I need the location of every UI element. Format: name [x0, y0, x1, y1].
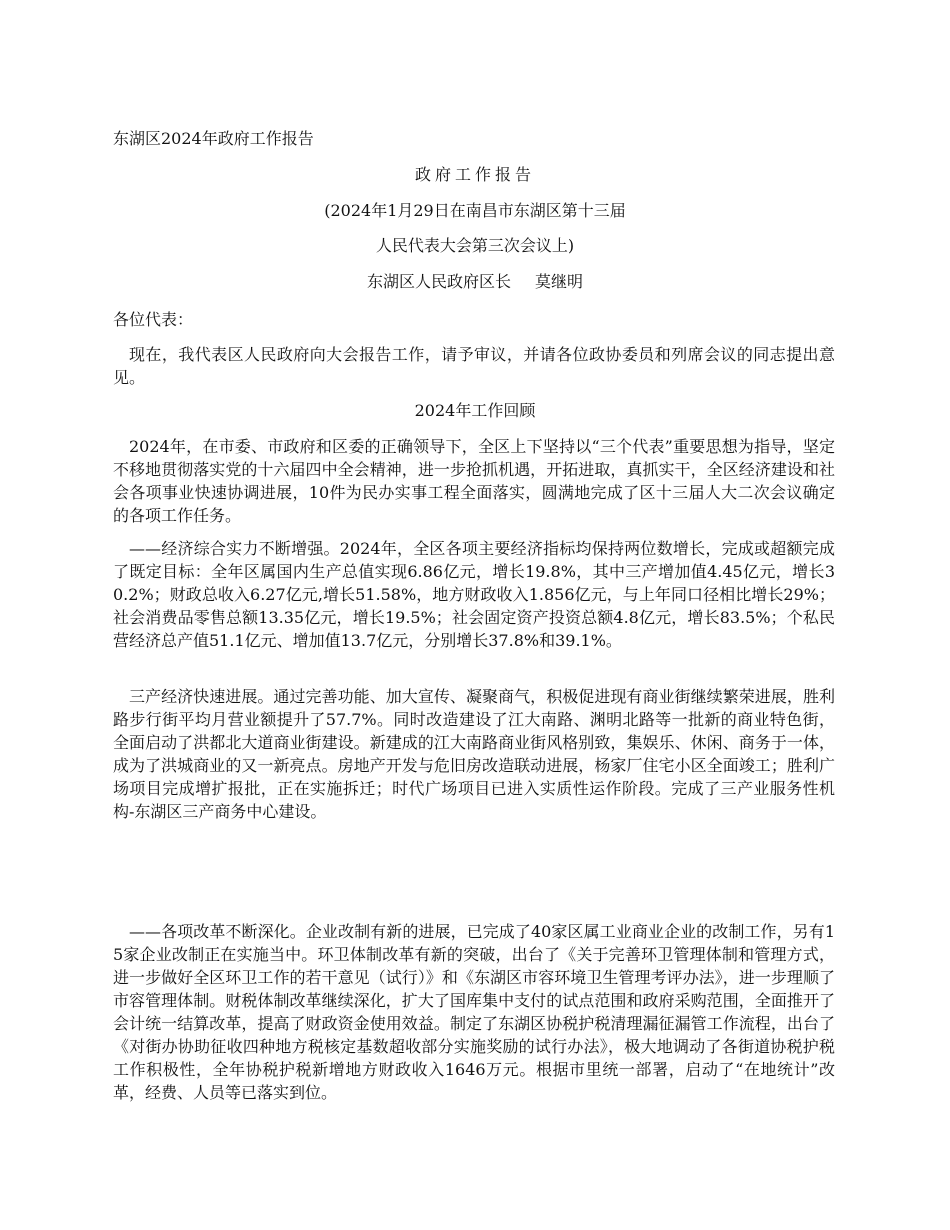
intro-paragraph: 现在，我代表区人民政府向大会报告工作，请予审议，并请各位政协委员和列席会议的同志提出意见。: [113, 345, 835, 387]
paragraph-overview: 2024年，在市委、市政府和区委的正确领导下，全区上下坚持以“三个代表”重要思想为指导，坚定不移地贯彻落实党的十六届四中全会精神，进一步抢抓机遇，开拓进取，真抓实干，全区经济建设和社会各项事业快速协调进展，10件为民办实事工程全面落实，圆满地完成了区十三届人大二次会议确定的各项工作任务。: [113, 437, 835, 525]
speaker-position: 东湖区人民政府区长: [366, 272, 511, 291]
paragraph-economy: ——经济综合实力不断增强。2024年，全区各项主要经济指标均保持两位数增长，完成或超额完成了既定目标：全年区属国内生产总值实现6.86亿元，增长19.8%，其中三产增加值4.45亿元，增长30.2%；财政总收入6.27亿元,增长51.58%，地方财政收入1.856亿元，与上年同口径相比增长29%；社会消费品零售总额13.35亿元，增长19.5%；社会固定资产投资总额4.8亿元，增长83.5%；个私民营经济总产值51.1亿元、增加值13.7亿元，分别增长37.8%和39.1%。: [113, 539, 835, 650]
paragraph-reform: ——各项改革不断深化。企业改制有新的进展，已完成了40家区属工业商业企业的改制工作，另有15家企业改制正在实施当中。环卫体制改革有新的突破，出台了《关于完善环卫管理体制和管理方式，进一步做好全区环卫工作的若干意见（试行）》和《东湖区市容环境卫生管理考评办法》，进一步理顺了市容管理体制。财税体制改革继续深化，扩大了国库集中支付的试点范围和政府采购范围，全面推开了会计统一结算改革，提高了财政资金使用效益。制定了东湖区协税护税清理漏征漏管工作流程，出台了《对街办协助征收四种地方税核定基数超收部分实施奖励的试行办法》，极大地调动了各街道协税护税工作积极性，全年协税护税新增地方财政收入1646万元。根据市里统一部署，启动了“在地统计”改革，经费、人员等已落实到位。: [113, 922, 835, 1102]
section-heading: 2024年工作回顾: [414, 401, 536, 420]
salutation: 各位代表：: [113, 310, 194, 329]
report-heading: 政府工作报告: [414, 165, 535, 184]
meeting-info-line-1: (2024年1月29日在南昌市东湖区第十三届: [324, 201, 626, 220]
speaker-signature: [0, 270, 950, 293]
speaker-name: 莫继明: [535, 272, 584, 291]
paragraph-tertiary-industry: 三产经济快速进展。通过完善功能、加大宣传、凝聚商气，积极促进现有商业街继续繁荣进展，胜利路步行街平均月营业额提升了57.7%。同时改造建设了江大南路、渊明北路等一批新的商业特色街，全面启动了洪都北大道商业街建设。新建成的江大南路商业街风格别致，集娱乐、休闲、商务于一体，成为了洪城商业的又一新亮点。房地产开发与危旧房改造联动进展，杨家厂住宅小区全面竣工；胜利广场项目完成增扩报批，正在实施拆迁；时代广场项目已进入实质性运作阶段。完成了三产业服务性机构-东湖区三产商务中心建设。: [113, 687, 835, 821]
meeting-info-line-2: 人民代表大会第三次会议上): [375, 236, 575, 255]
document-title: 东湖区2024年政府工作报告: [113, 129, 314, 148]
